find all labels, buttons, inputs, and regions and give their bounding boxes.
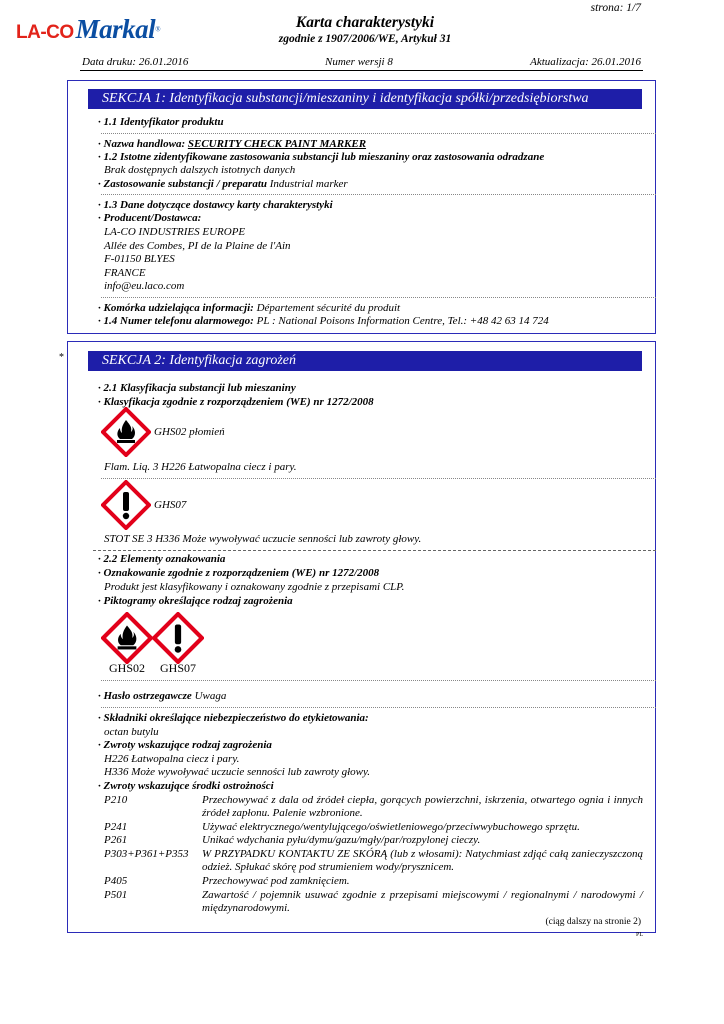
use-row [98,178,348,191]
p-code: P210 [104,794,128,806]
divider [101,297,656,298]
hazard-components-label: · Składniki określające niebezpieczeństwo do etykietowania: [98,712,369,724]
use-label: · Zastosowanie substancji / preparatu [98,178,268,190]
logo-registered: ® [155,25,161,34]
page-number: strona: 1/7 [590,2,641,14]
classification-heading: · 2.1 Klasyfikacja substancji lub mieszaniny [98,382,296,394]
supplier-details-label: · 1.3 Dane dotyczące dostawcy karty charakterystyki [98,199,333,211]
divider [101,707,656,708]
hazard-statement: H226 Łatwopalna ciecz i pary. [104,753,240,765]
divider [101,680,656,681]
hazard-statements-label: · Zwroty wskazujące rodzaj zagrożenia [98,739,272,751]
address-line: F-01150 BLYES [104,253,175,265]
pictogram-code: GHS02 [109,661,146,675]
use-value: Industrial marker [269,178,348,190]
address-line: LA-CO INDUSTRIES EUROPE [104,226,246,238]
divider [93,550,656,551]
language-code: PL [636,932,644,938]
signal-word-row [98,690,226,703]
ghs02-flame-icon [101,612,153,664]
flam-classification: Flam. Liq. 3 H226 Łatwopalna ciecz i pary. [104,461,297,473]
labelling-text: Produkt jest klasyfikowany i oznakowany zgodnie z przepisami CLP. [104,581,405,593]
classification-regulation: · Klasyfikacja zgodnie z rozporządzeniem (WE) nr 1272/2008 [98,396,374,408]
pictogram-code: GHS07 [160,661,197,675]
section-1 [67,80,656,334]
logo-script: Markal [75,14,156,44]
divider [101,133,656,134]
section-2-heading: SEKCJA 2: Identyfikacja zagrożeń [88,351,642,371]
p-code: P501 [104,889,128,901]
p-text: Zawartość / pojemnik usuwać zgodnie z przepisami miejscowymi / regionalnymi / narodowymi / międzynarodowymi. [202,889,643,914]
labelling-regulation: · Oznakowanie zgodnie z rozporządzeniem (WE) nr 1272/2008 [98,567,380,579]
divider [101,478,656,479]
emergency-phone-value: PL : National Poisons Information Centre, Tel.: +48 42 63 14 724 [256,315,549,327]
signal-word-label: · Hasło ostrzegawcze [98,690,192,702]
ghs07-label: GHS07 [154,499,187,511]
update-date: Aktualizacja: 26.01.2016 [530,56,641,68]
emergency-phone-label: · 1.4 Numer telefonu alarmowego: [98,315,254,327]
emergency-phone-row [98,315,549,328]
trade-name-label: · Nazwa handlowa: [98,138,186,150]
info-value: Département sécurité du produit [256,302,401,314]
print-date: Data druku: 26.01.2016 [82,56,189,68]
trade-name-row [98,138,366,151]
ghs07-exclamation-icon [152,612,204,664]
divider [101,194,656,195]
logo-brand: LA-CO [16,22,74,43]
trade-name: SECURITY CHECK PAINT MARKER [187,138,367,150]
precautionary-statements-label: · Zwroty wskazujące środki ostrożności [98,780,274,792]
producer-label: · Producent/Dostawca: [98,212,202,224]
hazard-component: octan butylu [104,726,159,738]
p-text: Przechowywać z dala od źródeł ciepła, gorących powierzchni, iskrzenia, otwartego ognia i innych źródeł zapłonu. Palenie wzbronione. [202,794,643,819]
p-text: Unikać wdychania pyłu/dymu/gazu/mgły/par/rozpylonej cieczy. [202,834,481,846]
p-text: W PRZYPADKU KONTAKTU ZE SKÓRĄ (lub z włosami): Natychmiast zdjąć całą zanieczyszczoną odzież. Spłukać skórę pod strumieniem wody/prysznicem. [202,848,643,873]
p-text: Przechowywać pod zamknięciem. [202,875,350,887]
identified-uses-label: · 1.2 Istotne zidentyfikowane zastosowania substancji lub mieszaniny oraz zastosowania odradzane [98,151,545,163]
info-row [98,302,400,315]
changed-marker: * [59,352,64,363]
company-logo [16,14,161,45]
p-code: P241 [104,821,128,833]
ghs02-flame-icon [101,407,151,457]
signal-word: Uwaga [194,690,227,702]
version-number: Numer wersji 8 [325,56,393,68]
p-code: P405 [104,875,128,887]
p-code: P261 [104,834,128,846]
ghs07-exclamation-icon [101,480,151,530]
address-line: Allée des Combes, PI de la Plaine de l'Ain [104,240,291,252]
p-text: Używać elektrycznego/wentylującego/oświetleniowego/przeciwwybuchowego sprzętu. [202,821,580,833]
header-divider [80,70,643,71]
product-identifier-label: · 1.1 Identyfikator produktu [98,116,224,128]
section-1-heading: SEKCJA 1: Identyfikacja substancji/mieszaniny i identyfikacja spółki/przedsiębiorstwa [88,89,642,109]
section-2 [67,341,656,933]
pictograms-heading: · Piktogramy określające rodzaj zagrożenia [98,595,293,607]
info-label: · Komórka udzielająca informacji: [98,302,254,314]
document-subtitle: zgodnie z 1907/2006/WE, Artykuł 31 [278,33,452,45]
hazard-statement: H336 Może wywoływać uczucie senności lub zawroty głowy. [104,766,371,778]
continued-note: (ciąg dalszy na stronie 2) [545,917,641,927]
address-line: FRANCE [104,267,146,279]
ghs02-label: GHS02 płomień [154,426,225,438]
p-code: P303+P361+P353 [104,848,189,860]
label-elements-heading: · 2.2 Elementy oznakowania [98,553,226,565]
document-title: Karta charakterystyki [295,14,435,31]
no-data-text: Brak dostępnych dalszych istotnych danych [104,164,296,176]
email-address: info@eu.laco.com [104,280,185,292]
stot-classification: STOT SE 3 H336 Może wywoływać uczucie senności lub zawroty głowy. [104,533,422,545]
